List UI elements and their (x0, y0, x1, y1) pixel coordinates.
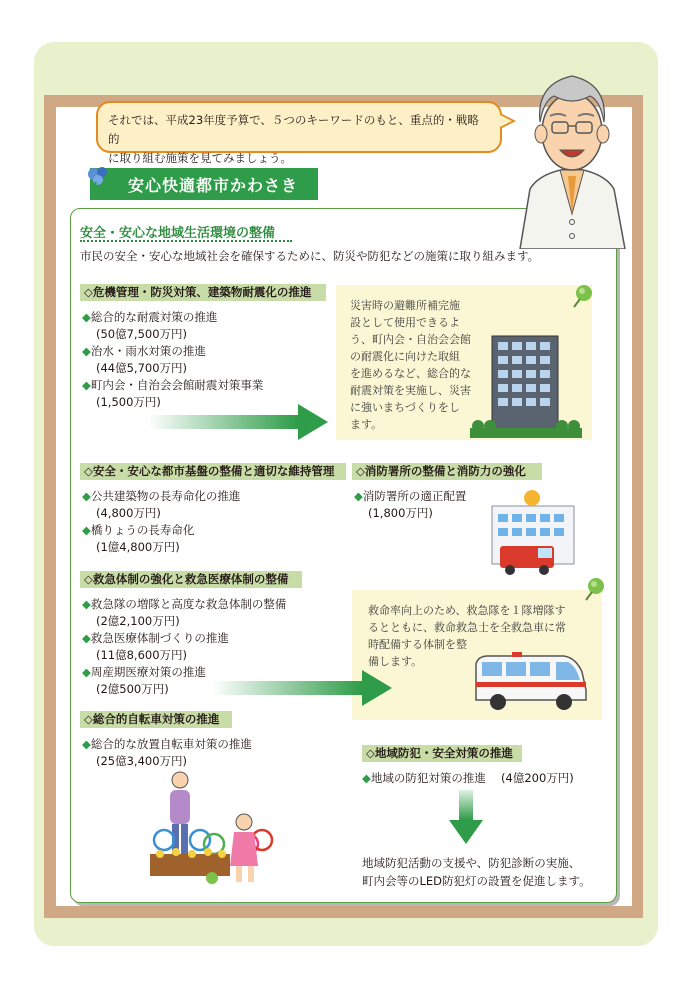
item-amount: (1,800万円) (368, 506, 433, 520)
conclusion-text: 地域防犯活動の支援や、防犯診断の実施、 町内会等のLED防犯灯の設置を促進します。 (362, 856, 591, 888)
category-header-infrastructure: ◇安全・安心な都市基盤の整備と適切な維持管理 (80, 463, 346, 480)
item-amount: (50億7,500万円) (96, 327, 188, 341)
category-header-crime: ◇地域防犯・安全対策の推進 (362, 745, 522, 762)
ambulance-illustration (472, 650, 590, 712)
list-item: ◆治水・雨水対策の推進 (82, 344, 206, 358)
item-amount: (44億5,700万円) (96, 361, 188, 375)
item-amount: (2億500万円) (96, 682, 169, 696)
pushpin-icon (582, 576, 608, 602)
arrow-right-icon (212, 670, 392, 706)
category-header-bicycle: ◇総合的自転車対策の推進 (80, 711, 232, 728)
list-item: ◆総合的な耐震対策の推進 (82, 310, 218, 324)
banner (90, 168, 318, 200)
list-item: ◆町内会・自治会会館耐震対策事業 (82, 378, 264, 392)
list-item: ◆救急隊の増隊と高度な救急体制の整備 (82, 597, 287, 611)
arrow-right-icon (148, 404, 328, 440)
speech-line-1: それでは、平成23年度予算で、５つのキーワードのもと、重点的・戦略的 (108, 113, 479, 146)
list-item: ◆消防署所の適正配置 (354, 489, 467, 503)
item-amount: (2億2,100万円) (96, 614, 180, 628)
list-item: ◆橋りょうの長寿命化 (82, 523, 195, 537)
speech-line-2: に取り組む施策を見てみましょう。 (108, 151, 292, 165)
list-item: ◆総合的な放置自転車対策の推進 (82, 737, 252, 751)
section-title: 安全・安心な地域生活環境の整備 (80, 226, 276, 241)
note-card-earthquake: 災害時の避難所補完施 設として使用できるよ う、町内会・自治会会館 の耐震化に向けた取組 を進めるなど、総合的な 耐震対策を実施し、災害 に強いまちづくりをし ます。 (336, 285, 592, 440)
category-header-disaster: ◇危機管理・防災対策、建築物耐震化の推進 (80, 284, 326, 301)
pushpin-icon (570, 283, 596, 309)
item-amount: (1億4,800万円) (96, 540, 180, 554)
section-intro: 市民の安全・安心な地域社会を確保するために、防災や防犯などの施策に取り組みます。 (80, 249, 540, 263)
list-item: ◆周産期医療対策の推進 (82, 665, 206, 679)
section-title-underline (80, 240, 292, 242)
blue-flower-icon (80, 162, 120, 192)
category-header-fire: ◇消防署所の整備と消防力の強化 (352, 463, 542, 480)
list-item: ◆地域の防犯対策の推進 (4億200万円) (362, 771, 574, 785)
note-card-ambulance: 救命率向上のため、救急隊を１隊増隊す るとともに、救命救急士を全救急車に常 時配備する体制を整 備します。 (352, 590, 602, 720)
arrow-down-icon (449, 790, 483, 846)
item-amount: (4,800万円) (96, 506, 161, 520)
man-illustration (510, 64, 635, 249)
list-item: ◆救急医療体制づくりの推進 (82, 631, 229, 645)
item-amount: (25億3,400万円) (96, 754, 188, 768)
banner-title: 安心快適都市かわさき (128, 176, 299, 195)
fire-station-illustration (486, 488, 586, 578)
bicycle-parking-illustration (150, 770, 285, 890)
building-illustration (470, 330, 582, 440)
category-header-emergency: ◇救急体制の強化と救急医療体制の整備 (80, 571, 302, 588)
speech-bubble (96, 101, 502, 165)
item-amount: (11億8,600万円) (96, 648, 188, 662)
list-item: ◆公共建築物の長寿命化の推進 (82, 489, 241, 503)
item-amount: (1,500万円) (96, 395, 161, 409)
